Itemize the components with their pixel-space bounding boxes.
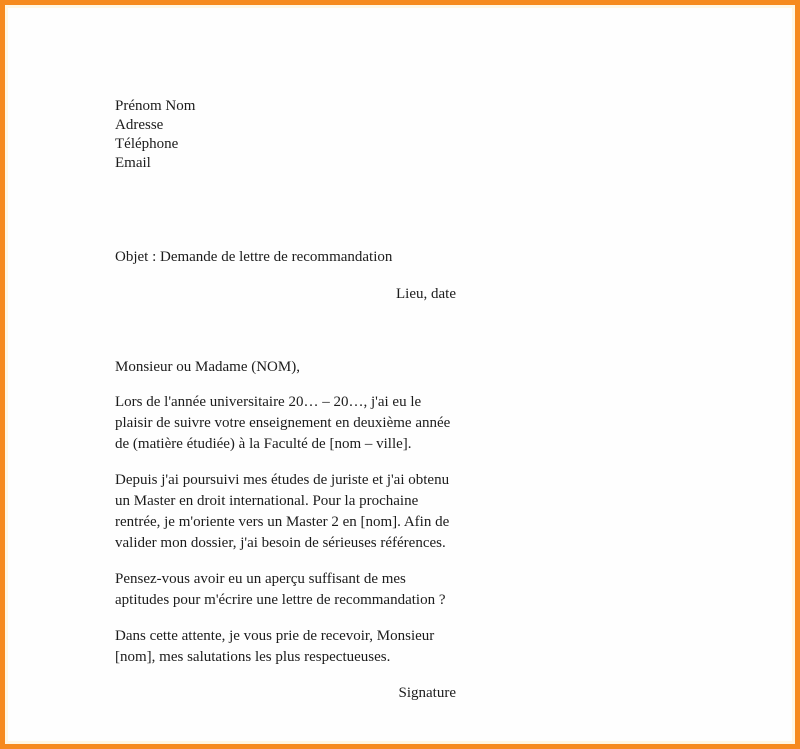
letter-content bbox=[5, 5, 571, 704]
salutation-line: Monsieur ou Madame (NOM), bbox=[115, 359, 300, 375]
subject-line: Objet : Demande de lettre de recommandation bbox=[115, 249, 393, 265]
body-paragraph-2: Depuis j'ai poursuivi mes études de juriste et j'ai obtenu un Master en droit international. Pour la prochaine rentrée, je m'oriente vers un Master 2 en [nom]. Afin de valider mon dossier, j'ai besoin de sérieuses références. bbox=[115, 472, 450, 551]
body-paragraph-1: Lors de l'année universitaire 20… – 20…, j'ai eu le plaisir de suivre votre enseignement en deuxième année de (matière étudiée) à la Faculté de [nom – ville]. bbox=[115, 394, 451, 452]
body-paragraph-4: Dans cette attente, je vous prie de recevoir, Monsieur [nom], mes salutations les plus respectueuses. bbox=[115, 628, 435, 665]
place-date-line: Lieu, date bbox=[396, 286, 456, 302]
sender-email: Email bbox=[115, 155, 151, 171]
sender-phone: Téléphone bbox=[115, 136, 179, 152]
sender-address: Adresse bbox=[115, 117, 164, 133]
sender-block bbox=[115, 97, 456, 173]
sender-name: Prénom Nom bbox=[115, 98, 196, 114]
body-paragraph-3: Pensez-vous avoir eu un aperçu suffisant de mes aptitudes pour m'écrire une lettre de recommandation ? bbox=[115, 571, 446, 608]
signature-line: Signature bbox=[398, 685, 456, 701]
